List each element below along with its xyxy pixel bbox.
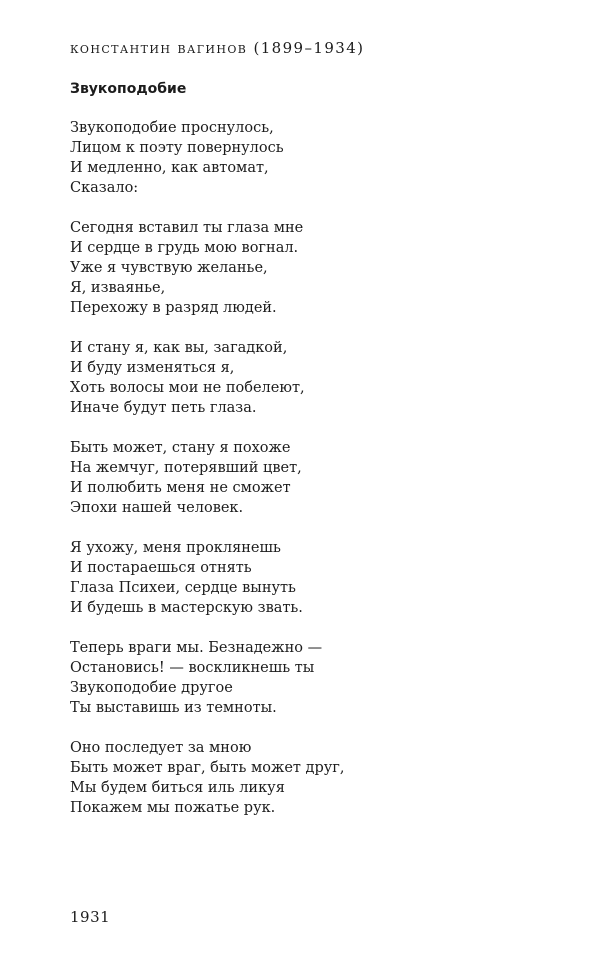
poem-line: Я ухожу, меня проклянешь: [70, 540, 281, 556]
poem-line: Оно последует за мною: [70, 740, 252, 756]
poem-line: И будешь в мастерскую звать.: [70, 600, 303, 616]
running-head: [70, 38, 364, 58]
poem-date: 1931: [70, 908, 111, 926]
stanza: [70, 118, 345, 198]
poem-line: Ты выставишь из темноты.: [70, 700, 277, 716]
poem-line: Покажем мы пожатье рук.: [70, 800, 276, 816]
poem-line: Хоть волосы мои не побелеют,: [70, 380, 305, 396]
poem-line: Иначе будут петь глаза.: [70, 400, 257, 416]
poem-line: Звукоподобие другое: [70, 680, 233, 696]
author-years: (1899–1934): [253, 39, 365, 57]
stanza: [70, 638, 345, 718]
poem-line: Эпохи нашей человек.: [70, 500, 244, 516]
poem-line: Глаза Психеи, сердце вынуть: [70, 580, 296, 596]
poem-line: И сердце в грудь мою вогнал.: [70, 240, 299, 256]
stanza: [70, 338, 345, 418]
poem-line: Остановись! — воскликнешь ты: [70, 660, 315, 676]
poem-line: Я, изваянье,: [70, 280, 166, 296]
poem-line: И постараешься отнять: [70, 560, 252, 576]
stanza: [70, 738, 345, 818]
poem-title: Звукоподобие: [70, 81, 187, 97]
poem-line: Мы будем биться иль ликуя: [70, 780, 285, 796]
poem-line: Быть может, стану я похоже: [70, 440, 291, 456]
poem-line: На жемчуг, потерявший цвет,: [70, 460, 302, 476]
poem-line: Перехожу в разряд людей.: [70, 300, 277, 316]
poem-line: Звукоподобие проснулось,: [70, 120, 274, 136]
stanza: [70, 438, 345, 518]
poem-line: Теперь враги мы. Безнадежно —: [70, 640, 323, 656]
poem-line: Уже я чувствую желанье,: [70, 260, 268, 276]
stanza: [70, 538, 345, 618]
poem-line: Лицом к поэту повернулось: [70, 140, 284, 156]
poem-line: Быть может враг, быть может друг,: [70, 760, 345, 776]
poem-line: И медленно, как автомат,: [70, 160, 269, 176]
poem-line: И стану я, как вы, загадкой,: [70, 340, 288, 356]
author-name: константин вагинов: [70, 39, 248, 57]
poem-line: Сказало:: [70, 180, 139, 196]
poem-line: И буду изменяться я,: [70, 360, 235, 376]
poem-line: Сегодня вставил ты глаза мне: [70, 220, 304, 236]
poem-body: [70, 118, 345, 838]
poem-line: И полюбить меня не сможет: [70, 480, 291, 496]
stanza: [70, 218, 345, 318]
